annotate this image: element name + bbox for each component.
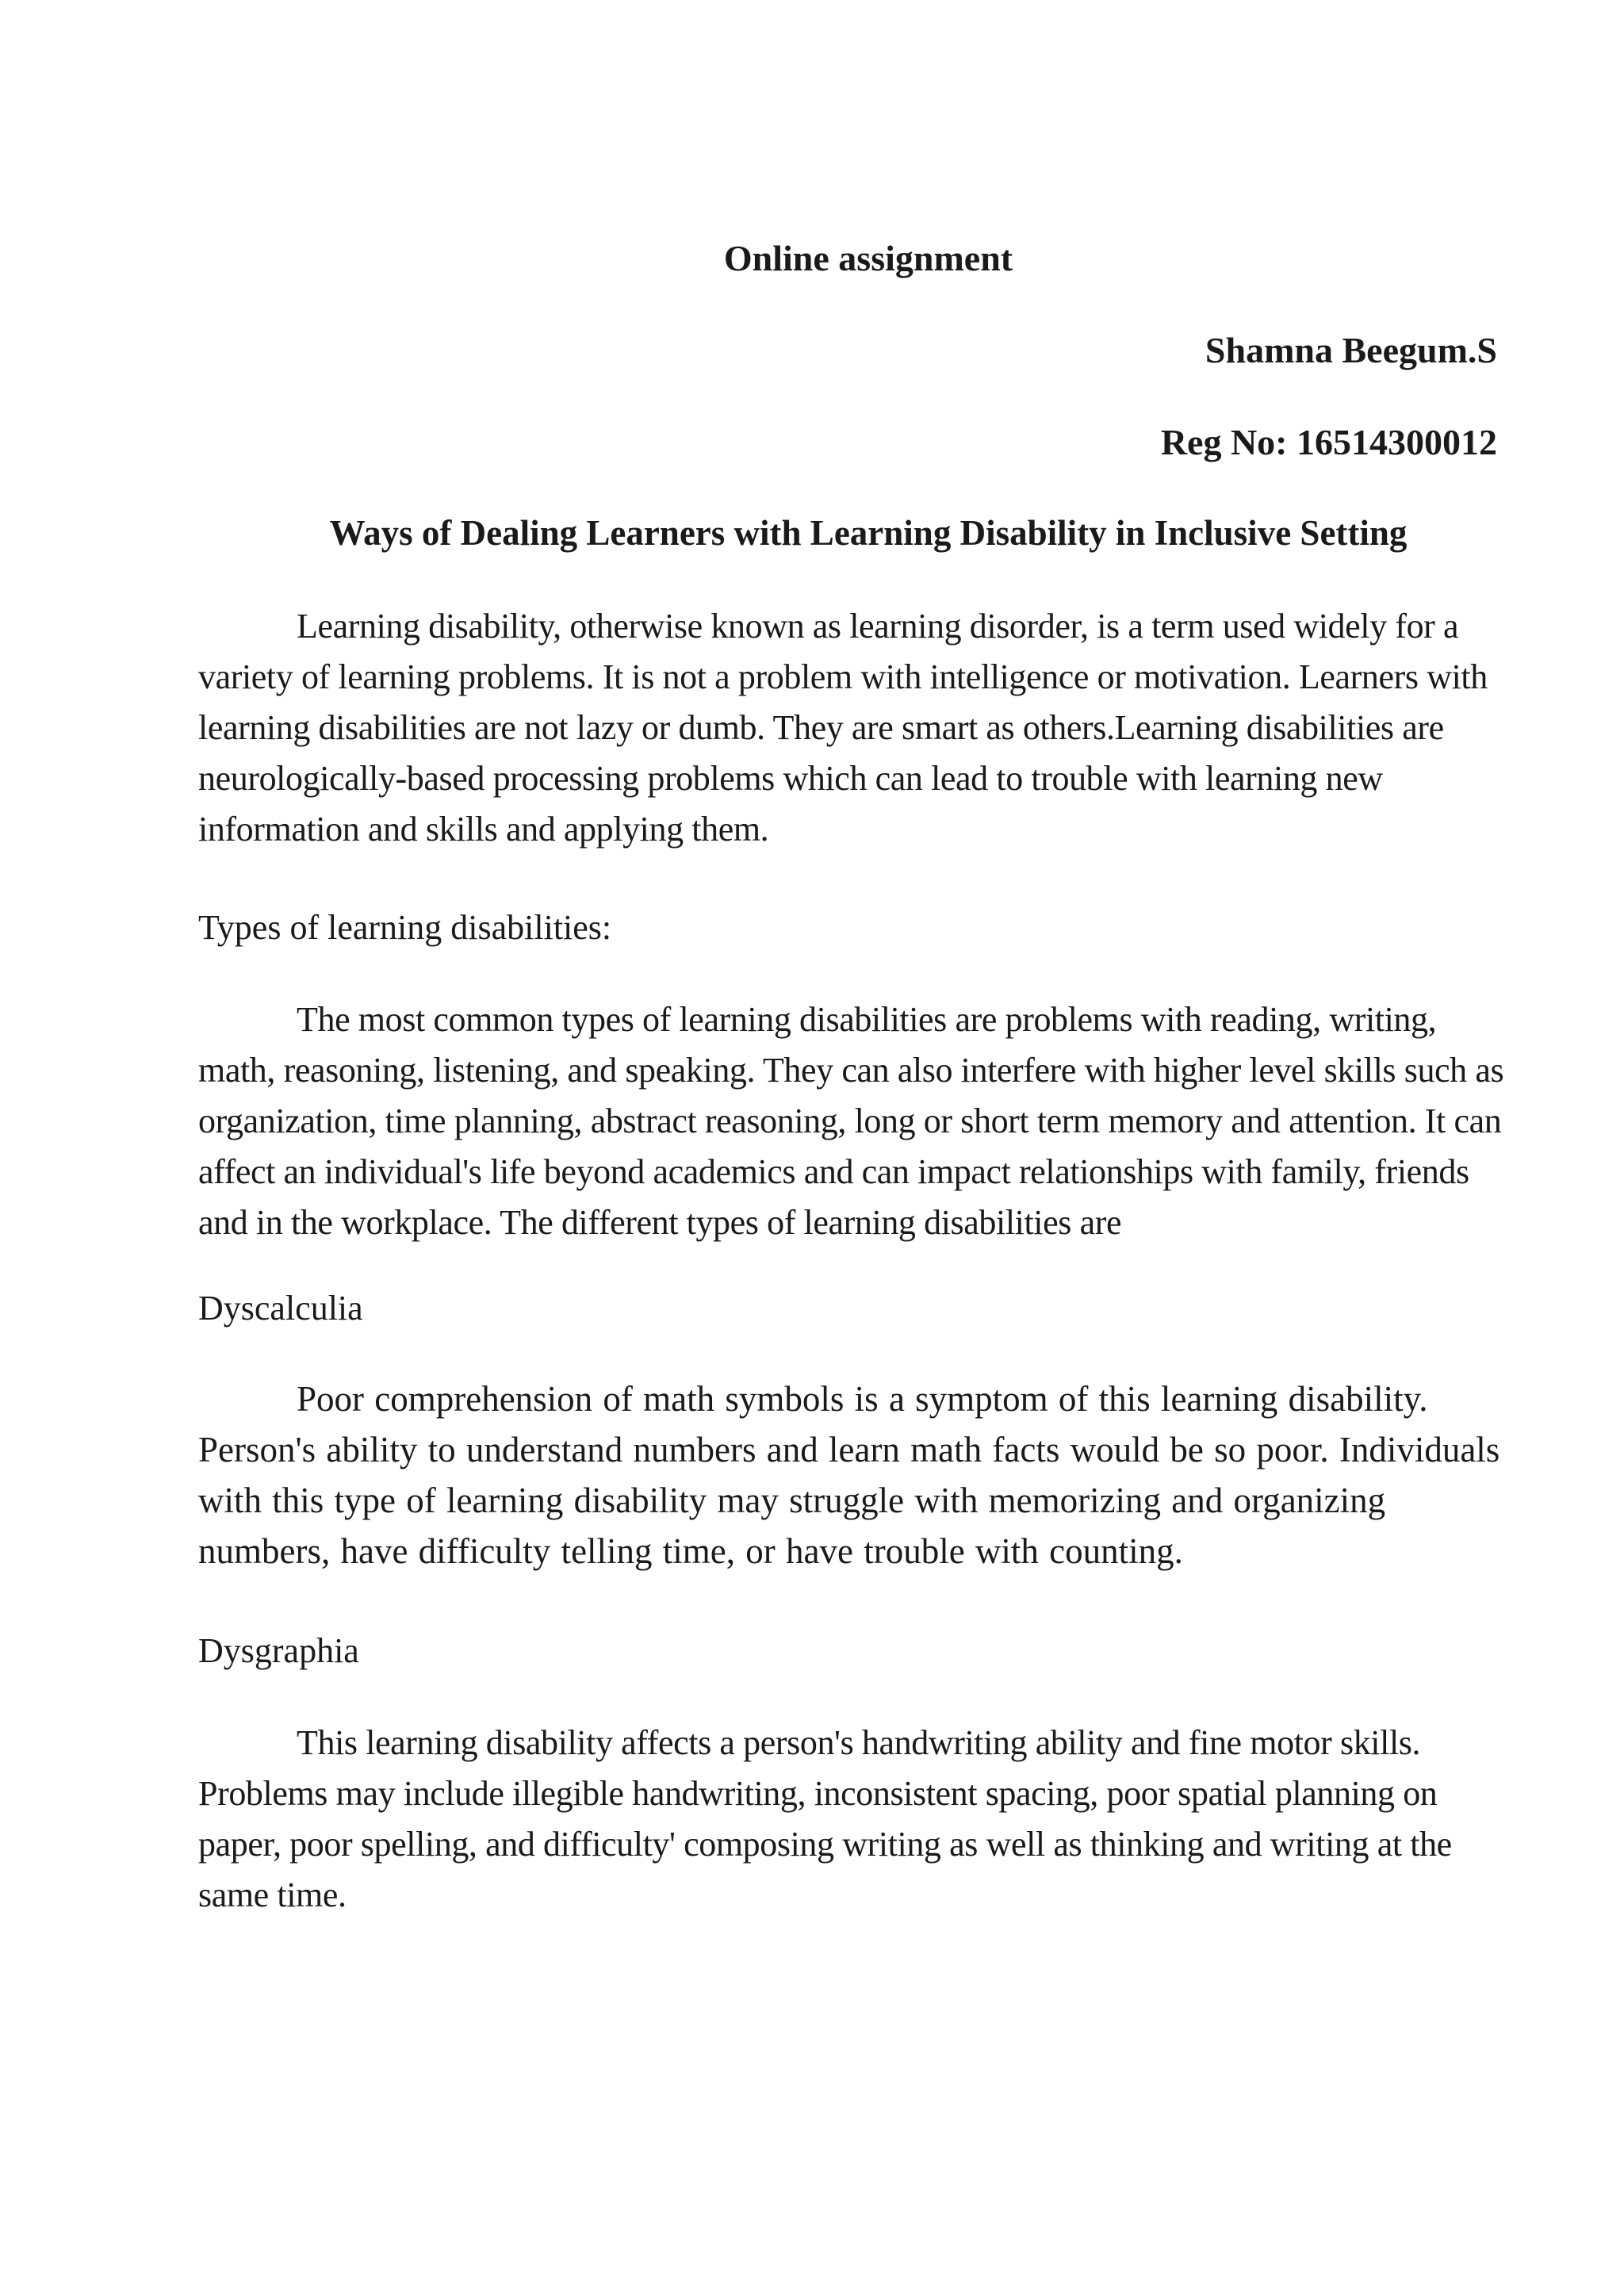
dyscalculia-paragraph: Poor comprehension of math symbols is a symptom of this learning disability. Person's ability to understand numbers and learn math facts would be so poor. Individuals with this type of learning disability may struggle with memorizing and organizing numbers, have difficulty telling time, or have trouble with counting. [198,1379,1500,1571]
intro-paragraph: Learning disability, otherwise known as learning disorder, is a term used widely for a variety of learning problems. It is not a problem with intelligence or motivation. Learners with learning disabilities are not lazy or dumb. They are smart as others.Learning disabilities are neurologically-based processing problems which can lead to trouble with learning new information and skills and applying them. [198,607,1488,849]
document-title: Online assignment [723,238,1013,278]
registration-number: Reg No: 16514300012 [1160,422,1497,462]
dysgraphia-paragraph: This learning disability affects a person's handwriting ability and fine motor skills. Problems may include illegible handwriting, inconsistent spacing, poor spatial planning on paper, poor spelling, and difficulty' composing writing as well as thinking and writing at the same time. [198,1723,1452,1914]
dysgraphia-label: Dysgraphia [198,1631,359,1670]
essay-heading: Ways of Dealing Learners with Learning Disability in Inclusive Setting [329,513,1408,553]
types-section-label: Types of learning disabilities: [198,908,612,947]
author-name: Shamna Beegum.S [1205,330,1497,370]
dyscalculia-label: Dyscalculia [198,1289,363,1328]
types-paragraph: The most common types of learning disabilities are problems with reading, writing, math, reasoning, listening, and speaking. They can also interfere with higher level skills such as organization, time planning, abstract reasoning, long or short term memory and attention. It can affect an individual's life beyond academics and can impact relationships with family, friends and in the workplace. The different types of learning disabilities are [198,1000,1504,1242]
